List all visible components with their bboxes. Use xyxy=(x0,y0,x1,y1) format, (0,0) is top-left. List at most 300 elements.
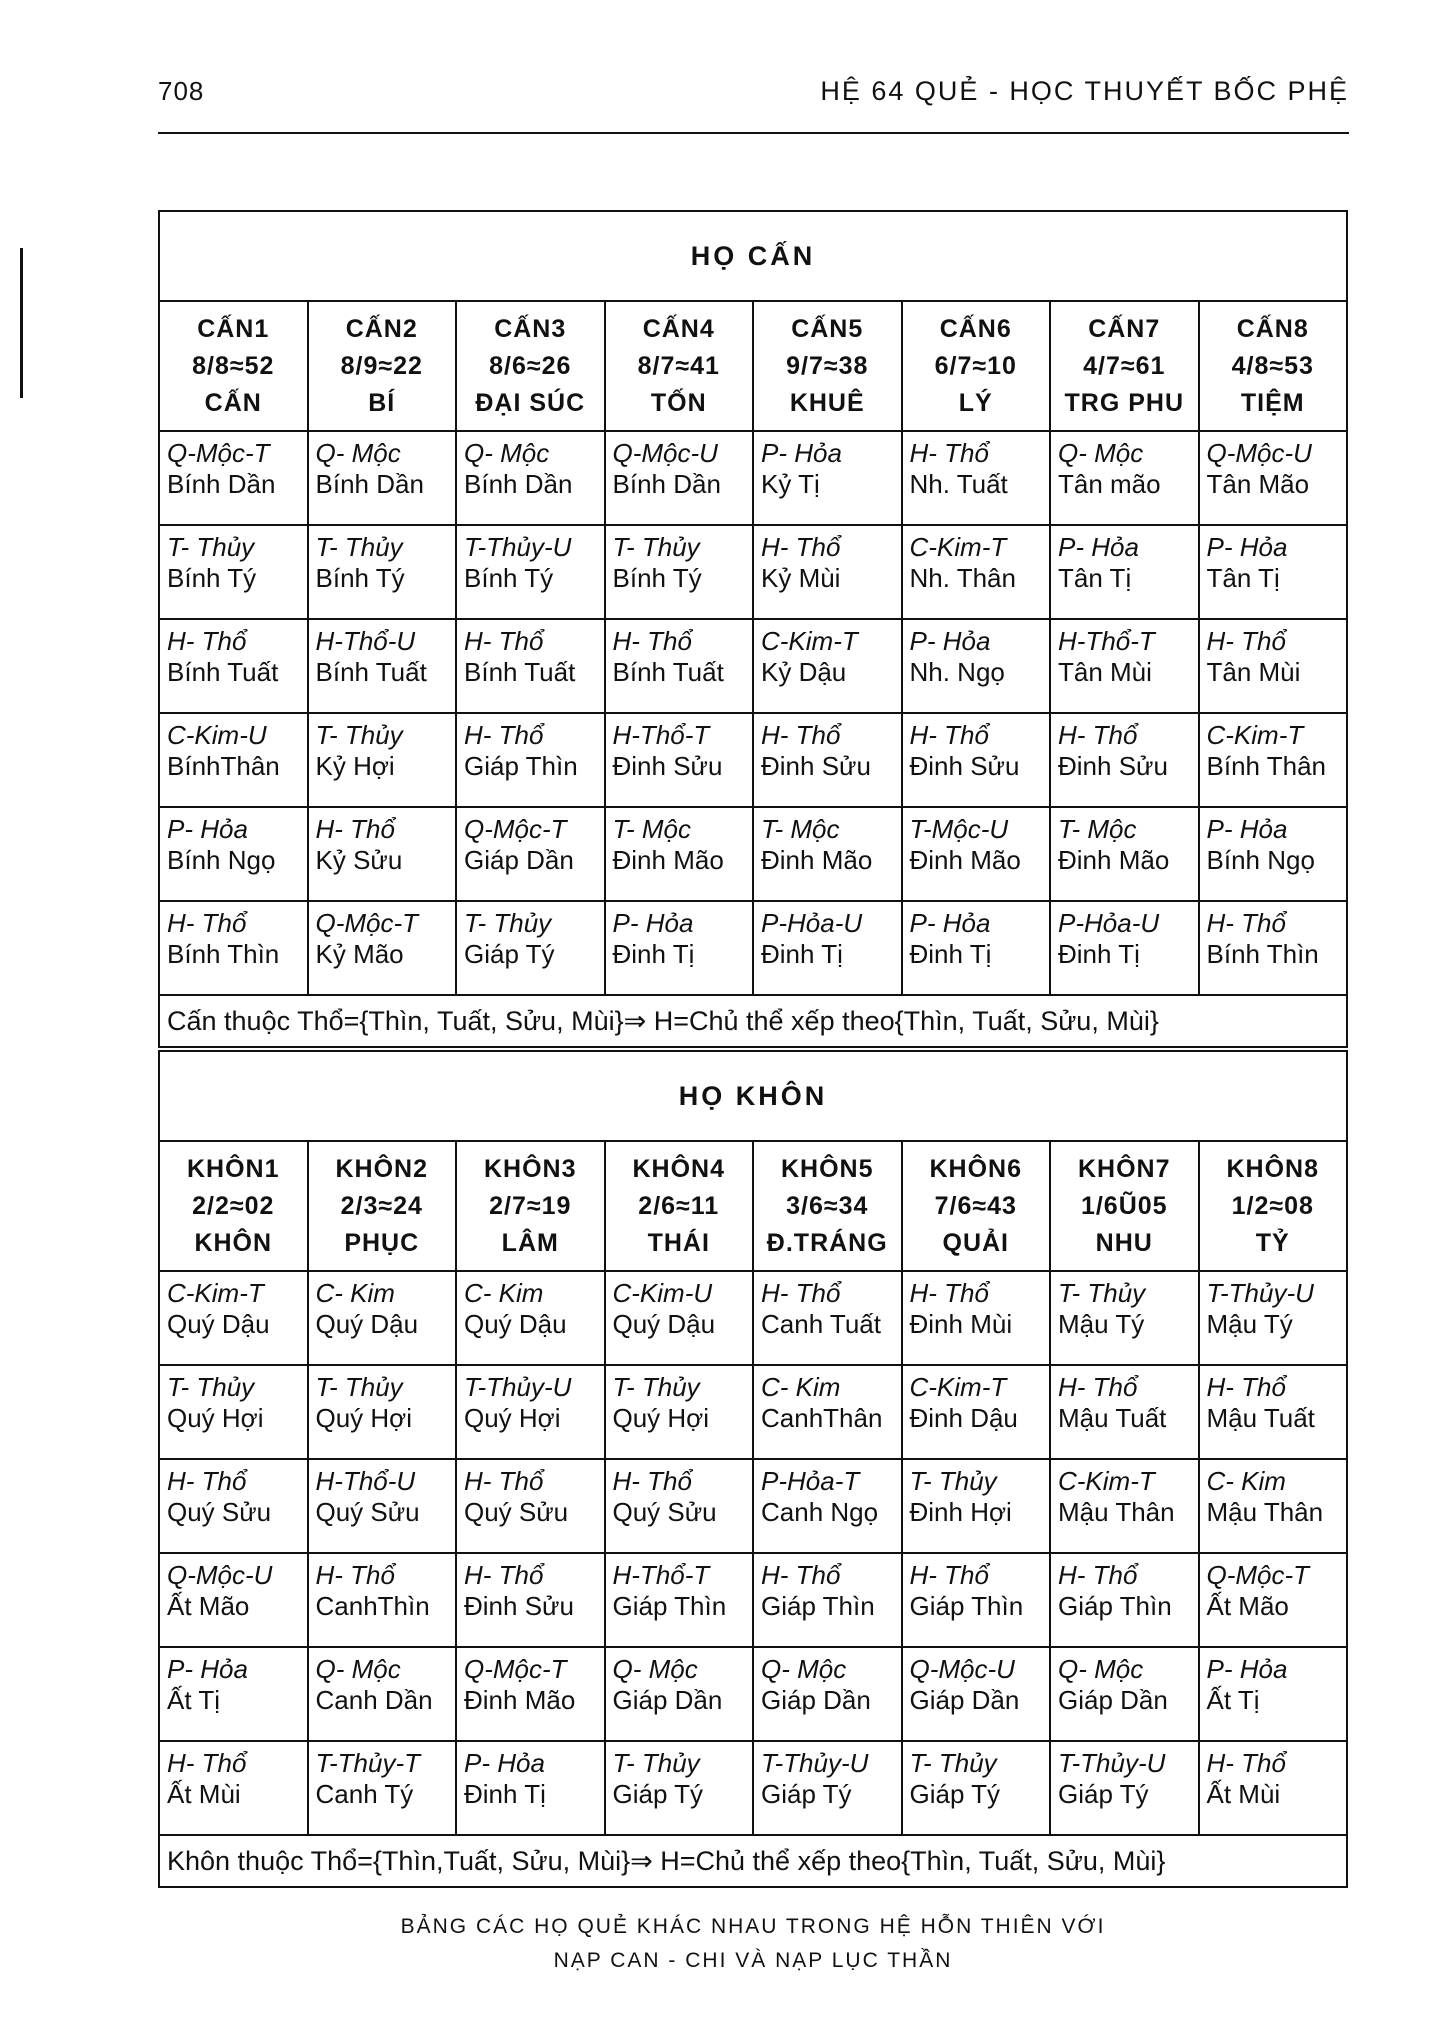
column-name: PHỤC xyxy=(344,1228,420,1257)
table-cell xyxy=(1050,1647,1199,1741)
table-cell xyxy=(605,901,754,995)
table-title-row xyxy=(159,1051,1347,1141)
table-cell xyxy=(1199,1459,1348,1553)
column-header-row xyxy=(159,1141,1347,1271)
column-name: LÂM xyxy=(501,1228,559,1257)
cell-can-chi: Giáp Dần xyxy=(909,1685,1020,1715)
table-cell xyxy=(159,713,308,807)
cell-element: C-Kim-T xyxy=(1058,1466,1155,1496)
cell-element: C-Kim-U xyxy=(167,720,267,750)
cell-element: C- Kim xyxy=(761,1372,841,1402)
column-name: TỶ xyxy=(1255,1228,1290,1257)
cell-element: Q-Mộc-T xyxy=(315,908,419,938)
cell-element: H- Thổ xyxy=(909,720,989,750)
cell-can-chi: Mậu Tuất xyxy=(1058,1403,1167,1433)
cell-element: H- Thổ xyxy=(167,908,247,938)
cell-can-chi: Đinh Mùi xyxy=(909,1309,1013,1339)
table-cell xyxy=(1199,901,1348,995)
table-cell xyxy=(456,525,605,619)
table-cell xyxy=(456,901,605,995)
cell-can-chi: Nh. Ngọ xyxy=(909,657,1005,687)
cell-can-chi: Nh. Tuất xyxy=(909,469,1008,499)
table-cell xyxy=(605,431,754,525)
cell-can-chi: Bính Tý xyxy=(464,563,554,593)
table-cell xyxy=(605,713,754,807)
cell-element: H- Thổ xyxy=(315,1560,395,1590)
cell-can-chi: Ất Mão xyxy=(167,1591,250,1621)
column-name: KHÔN xyxy=(194,1228,273,1257)
cell-can-chi: Nh. Thân xyxy=(909,563,1016,593)
caption-line-2: NẠP CAN - CHI VÀ NẠP LỤC THẦN xyxy=(553,1949,953,1972)
cell-element: Q-Mộc-T xyxy=(464,814,567,844)
cell-element: P- Hỏa xyxy=(1206,532,1288,562)
cell-element: H- Thổ xyxy=(1058,1372,1138,1402)
cell-element: P- Hỏa xyxy=(909,908,991,938)
table-cell xyxy=(159,807,308,901)
table-cell xyxy=(1199,1271,1348,1365)
table-cell xyxy=(1199,619,1348,713)
cell-element: H- Thổ xyxy=(1206,1748,1286,1778)
column-header xyxy=(1199,301,1348,431)
cell-can-chi: Kỷ Sửu xyxy=(315,845,403,875)
cell-element: H- Thổ xyxy=(1058,1560,1138,1590)
cell-can-chi: Bính Dần xyxy=(464,469,573,499)
cell-can-chi: Quý Hợi xyxy=(315,1403,413,1433)
cell-element: T- Thủy xyxy=(315,532,403,562)
cell-element: H- Thổ xyxy=(1206,626,1286,656)
column-ratio: 9/7≈38 xyxy=(786,351,869,380)
table-cell xyxy=(902,525,1051,619)
table-cell xyxy=(1199,1553,1348,1647)
column-ratio: 8/6≈26 xyxy=(489,351,572,380)
cell-element: H- Thổ xyxy=(464,626,544,656)
column-ratio: 1/6Ũ05 xyxy=(1080,1191,1168,1220)
table-cell xyxy=(605,1647,754,1741)
cell-element: H- Thổ xyxy=(1206,908,1286,938)
cell-can-chi: Quý Sửu xyxy=(464,1497,569,1527)
cell-element: T-Thủy-U xyxy=(464,1372,572,1402)
table-cell xyxy=(753,1741,902,1835)
cell-can-chi: Mậu Tý xyxy=(1058,1309,1145,1339)
cell-element: P- Hỏa xyxy=(1206,1654,1288,1684)
cell-can-chi: Đinh Tị xyxy=(909,939,992,969)
running-title: HỆ 64 QUẺ - HỌC THUYẾT BỐC PHỆ xyxy=(820,76,1349,106)
column-code: CẤN3 xyxy=(494,314,567,343)
column-name: KHUÊ xyxy=(789,388,865,417)
table-row xyxy=(159,713,1347,807)
table-cell xyxy=(605,619,754,713)
cell-can-chi: Tân Mùi xyxy=(1058,657,1152,687)
column-header xyxy=(753,301,902,431)
cell-can-chi: Ất Mão xyxy=(1206,1591,1289,1621)
cell-can-chi: Ất Tị xyxy=(167,1685,220,1715)
cell-element: H- Thổ xyxy=(1058,720,1138,750)
table-row xyxy=(159,1741,1347,1835)
table-row xyxy=(159,1647,1347,1741)
table-title-row xyxy=(159,211,1347,301)
cell-element: C- Kim xyxy=(464,1278,544,1308)
cell-can-chi: Bính Thìn xyxy=(1206,939,1319,969)
table-cell xyxy=(456,1365,605,1459)
cell-can-chi: Mậu Tý xyxy=(1206,1309,1293,1339)
table-row xyxy=(159,1553,1347,1647)
column-ratio: 1/2≈08 xyxy=(1231,1191,1314,1220)
cell-element: H- Thổ xyxy=(761,720,841,750)
table-cell xyxy=(753,1553,902,1647)
cell-can-chi: CanhThân xyxy=(761,1403,883,1433)
cell-can-chi: Giáp Dần xyxy=(612,1685,723,1715)
cell-can-chi: Giáp Dần xyxy=(1058,1685,1168,1715)
table-cell xyxy=(456,1271,605,1365)
cell-can-chi: Giáp Thìn xyxy=(1058,1591,1172,1621)
column-ratio: 8/7≈41 xyxy=(637,351,720,380)
table-cell xyxy=(308,525,457,619)
table-cell xyxy=(456,431,605,525)
cell-can-chi: Quý Hợi xyxy=(167,1403,264,1433)
cell-element: H- Thổ xyxy=(464,1560,544,1590)
cell-element: Q-Mộc-T xyxy=(464,1654,567,1684)
table-cell xyxy=(902,1553,1051,1647)
column-header xyxy=(902,1141,1051,1271)
cell-can-chi: Giáp Dần xyxy=(761,1685,871,1715)
table-cell xyxy=(308,1741,457,1835)
cell-can-chi: Đinh Sửu xyxy=(1058,751,1168,781)
cell-can-chi: Ất Mùi xyxy=(167,1779,241,1809)
cell-can-chi: Bính Tuất xyxy=(612,657,724,687)
cell-element: T- Mộc xyxy=(612,814,691,844)
cell-can-chi: Mậu Thân xyxy=(1058,1497,1175,1527)
table-cell xyxy=(1050,1741,1199,1835)
cell-can-chi: Quý Hợi xyxy=(464,1403,561,1433)
cell-can-chi: Mậu Thân xyxy=(1206,1497,1324,1527)
column-code: KHÔN5 xyxy=(780,1154,874,1183)
cell-can-chi: Quý Sửu xyxy=(167,1497,272,1527)
cell-element: T-Thủy-U xyxy=(464,532,572,562)
cell-element: T- Thủy xyxy=(909,1748,997,1778)
cell-can-chi: Quý Dậu xyxy=(315,1309,419,1339)
column-code: KHÔN3 xyxy=(483,1154,577,1183)
table-cell xyxy=(753,431,902,525)
cell-can-chi: Giáp Thìn xyxy=(612,1591,727,1621)
cell-can-chi: Quý Dậu xyxy=(612,1309,716,1339)
table-cell xyxy=(1050,901,1199,995)
column-name: THÁI xyxy=(647,1228,710,1257)
table-cell xyxy=(1199,1365,1348,1459)
cell-element: Q-Mộc-T xyxy=(1206,1560,1310,1590)
cell-element: H- Thổ xyxy=(464,1466,544,1496)
table-row xyxy=(159,525,1347,619)
column-ratio: 8/8≈52 xyxy=(192,351,275,380)
cell-can-chi: Mậu Tuất xyxy=(1206,1403,1315,1433)
table-cell xyxy=(605,525,754,619)
column-ratio: 7/6≈43 xyxy=(934,1191,1017,1220)
column-code: KHÔN1 xyxy=(186,1154,280,1183)
cell-element: T- Thủy xyxy=(464,908,552,938)
cell-can-chi: Quý Dậu xyxy=(464,1309,567,1339)
table-cell xyxy=(1199,807,1348,901)
cell-can-chi: Ất Tị xyxy=(1206,1685,1260,1715)
cell-element: Q- Mộc xyxy=(1058,438,1144,468)
cell-element: Q- Mộc xyxy=(464,438,550,468)
cell-element: H- Thổ xyxy=(761,532,841,562)
column-name: QUẢI xyxy=(942,1228,1009,1257)
table-row xyxy=(159,901,1347,995)
cell-element: H- Thổ xyxy=(464,720,544,750)
cell-can-chi: Bính Ngọ xyxy=(1206,845,1315,875)
table-row xyxy=(159,1459,1347,1553)
column-header xyxy=(1050,301,1199,431)
table-cell xyxy=(902,1365,1051,1459)
header-rule xyxy=(158,132,1349,134)
table-cell xyxy=(1199,1741,1348,1835)
table-cell xyxy=(753,807,902,901)
cell-can-chi: Canh Tuất xyxy=(761,1309,881,1339)
cell-can-chi: Bính Tý xyxy=(167,563,257,593)
table-cell xyxy=(1199,431,1348,525)
cell-element: T-Mộc-U xyxy=(909,814,1009,844)
cell-element: C-Kim-T xyxy=(167,1278,264,1308)
table-cell xyxy=(605,807,754,901)
table-title: HỌ CẤN xyxy=(159,211,1347,301)
column-code: CẤN8 xyxy=(1236,314,1309,343)
table-cell xyxy=(753,1271,902,1365)
table-cell xyxy=(308,1553,457,1647)
column-name: TỐN xyxy=(650,388,707,417)
column-header xyxy=(308,1141,457,1271)
table-cell xyxy=(902,619,1051,713)
khon-family-table xyxy=(158,1050,1348,1888)
table-cell xyxy=(1050,431,1199,525)
cell-can-chi: Đinh Tị xyxy=(761,939,843,969)
cell-element: P-Hỏa-T xyxy=(761,1466,860,1496)
table-cell xyxy=(308,807,457,901)
table-cell xyxy=(308,1271,457,1365)
cell-can-chi: Đinh Tị xyxy=(612,939,695,969)
cell-element: P- Hỏa xyxy=(909,626,991,656)
column-code: KHÔN7 xyxy=(1077,1154,1171,1183)
table-title: HỌ KHÔN xyxy=(159,1051,1347,1141)
column-ratio: 4/7≈61 xyxy=(1083,351,1166,380)
cell-element: C-Kim-T xyxy=(1206,720,1304,750)
cell-element: Q- Mộc xyxy=(761,1654,847,1684)
column-code: KHÔN6 xyxy=(929,1154,1022,1183)
cell-element: C-Kim-T xyxy=(909,532,1007,562)
column-code: CẤN1 xyxy=(197,314,270,343)
cell-element: T- Thủy xyxy=(612,1372,700,1402)
cell-can-chi: Bính Thìn xyxy=(167,939,280,969)
cell-element: H-Thổ-U xyxy=(315,1466,416,1496)
cell-can-chi: Bính Tuất xyxy=(464,657,576,687)
cell-element: C-Kim-U xyxy=(612,1278,713,1308)
cell-can-chi: Tân Tị xyxy=(1058,563,1132,593)
cell-can-chi: Giáp Tý xyxy=(464,939,555,969)
cell-element: H- Thổ xyxy=(315,814,395,844)
cell-element: Q- Mộc xyxy=(612,1654,698,1684)
cell-can-chi: Giáp Dần xyxy=(464,845,574,875)
column-name: BÍ xyxy=(368,388,396,417)
column-header xyxy=(456,1141,605,1271)
cell-can-chi: Quý Dậu xyxy=(167,1309,270,1339)
cell-element: Q-Mộc-U xyxy=(1206,438,1312,468)
table-row xyxy=(159,807,1347,901)
table-cell xyxy=(1050,525,1199,619)
table-cell xyxy=(605,1271,754,1365)
table-cell xyxy=(159,901,308,995)
column-name: TRG PHU xyxy=(1064,388,1184,417)
table-cell xyxy=(456,1553,605,1647)
table-cell xyxy=(753,525,902,619)
column-header-row xyxy=(159,301,1347,431)
cell-element: T- Thủy xyxy=(315,1372,403,1402)
cell-element: Q- Mộc xyxy=(315,438,401,468)
table-cell xyxy=(456,619,605,713)
table-row xyxy=(159,431,1347,525)
cell-can-chi: Quý Sửu xyxy=(612,1497,717,1527)
cell-can-chi: Bính Tuất xyxy=(315,657,427,687)
table-cell xyxy=(456,1459,605,1553)
cell-element: T- Thủy xyxy=(612,532,700,562)
cell-element: P- Hỏa xyxy=(1206,814,1288,844)
cell-can-chi: Bính Dần xyxy=(612,469,721,499)
cell-element: Q-Mộc-U xyxy=(167,1560,273,1590)
column-header xyxy=(753,1141,902,1271)
cell-element: H- Thổ xyxy=(761,1278,841,1308)
cell-element: P- Hỏa xyxy=(612,908,694,938)
column-header xyxy=(605,301,754,431)
cell-can-chi: Giáp Thìn xyxy=(761,1591,875,1621)
cell-element: H- Thổ xyxy=(1206,1372,1286,1402)
cell-can-chi: Đinh Tị xyxy=(464,1779,546,1809)
table-cell xyxy=(308,713,457,807)
table-row xyxy=(159,619,1347,713)
table-cell xyxy=(1199,1647,1348,1741)
cell-element: C- Kim xyxy=(315,1278,395,1308)
cell-element: T- Mộc xyxy=(1058,814,1137,844)
cell-element: C-Kim-T xyxy=(909,1372,1007,1402)
column-header xyxy=(1050,1141,1199,1271)
cell-element: T- Thủy xyxy=(1058,1278,1146,1308)
cell-can-chi: Đinh Mão xyxy=(612,845,724,875)
cell-can-chi: Đinh Tị xyxy=(1058,939,1140,969)
cell-can-chi: Giáp Tý xyxy=(761,1779,852,1809)
cell-element: H- Thổ xyxy=(909,1278,989,1308)
cell-element: T- Thủy xyxy=(612,1748,700,1778)
cell-element: Q- Mộc xyxy=(315,1654,401,1684)
table-cell xyxy=(902,1271,1051,1365)
cell-can-chi: Canh Dần xyxy=(315,1685,433,1715)
cell-element: T- Thủy xyxy=(167,532,255,562)
table-cell xyxy=(1050,713,1199,807)
cell-can-chi: Kỷ Mão xyxy=(315,939,404,969)
table-footer-row xyxy=(159,1835,1347,1887)
cell-can-chi: Tân mão xyxy=(1058,469,1161,499)
cell-element: H- Thổ xyxy=(167,1466,247,1496)
table-cell xyxy=(753,901,902,995)
table-cell xyxy=(308,619,457,713)
table-cell xyxy=(159,525,308,619)
cell-element: P- Hỏa xyxy=(1058,532,1139,562)
table-cell xyxy=(605,1741,754,1835)
cell-element: H- Thổ xyxy=(167,1748,247,1778)
table-cell xyxy=(308,1647,457,1741)
table-cell xyxy=(753,713,902,807)
column-name: Đ.TRÁNG xyxy=(766,1228,888,1257)
table-cell xyxy=(902,1647,1051,1741)
cell-can-chi: Giáp Tý xyxy=(612,1779,704,1809)
table-cell xyxy=(902,713,1051,807)
column-header xyxy=(456,301,605,431)
cell-element: T- Thủy xyxy=(909,1466,997,1496)
cell-element: P-Hỏa-U xyxy=(761,908,863,938)
table-cell xyxy=(456,713,605,807)
column-ratio: 2/7≈19 xyxy=(489,1191,572,1220)
table-cell xyxy=(753,1459,902,1553)
table-cell xyxy=(753,619,902,713)
caption-line-1: BẢNG CÁC HỌ QUẺ KHÁC NHAU TRONG HỆ HỖN THIÊN VỚI xyxy=(400,1915,1106,1938)
cell-element: H- Thổ xyxy=(909,1560,989,1590)
cell-element: T-Thủy-U xyxy=(761,1748,869,1778)
cell-element: Q-Mộc-U xyxy=(612,438,718,468)
table-cell xyxy=(605,1365,754,1459)
cell-can-chi: BínhThân xyxy=(167,751,280,781)
cell-element: T-Thủy-U xyxy=(1206,1278,1314,1308)
cell-can-chi: Canh Tý xyxy=(315,1779,414,1809)
cell-can-chi: Giáp Thìn xyxy=(464,751,578,781)
cell-can-chi: Tân Mùi xyxy=(1206,657,1301,687)
column-header xyxy=(308,301,457,431)
cell-can-chi: Đinh Mão xyxy=(761,845,873,875)
page-number: 708 xyxy=(158,76,205,106)
table-cell xyxy=(159,619,308,713)
table-cell xyxy=(1050,1553,1199,1647)
column-code: KHÔN8 xyxy=(1226,1154,1319,1183)
column-ratio: 2/2≈02 xyxy=(192,1191,275,1220)
column-name: CẤN xyxy=(204,388,262,417)
column-name: NHU xyxy=(1095,1228,1153,1257)
table-cell xyxy=(1050,807,1199,901)
column-name: LÝ xyxy=(958,388,993,417)
cell-can-chi: Tân Mão xyxy=(1206,469,1310,499)
cell-can-chi: Bính Dần xyxy=(167,469,276,499)
cell-can-chi: Bính Dần xyxy=(315,469,424,499)
cell-element: H-Thổ-T xyxy=(1058,626,1155,656)
cell-element: H-Thổ-T xyxy=(612,720,710,750)
table-cell xyxy=(902,807,1051,901)
table-row xyxy=(159,1365,1347,1459)
cell-can-chi: Đinh Sửu xyxy=(612,751,723,781)
cell-can-chi: Giáp Tý xyxy=(1058,1779,1149,1809)
table-cell xyxy=(605,1553,754,1647)
table-cell xyxy=(1050,1365,1199,1459)
table-footer-note: Khôn thuộc Thổ={Thìn,Tuất, Sửu, Mùi}⇒ H=Chủ thể xếp theo{Thìn, Tuất, Sửu, Mùi} xyxy=(159,1835,1347,1887)
cell-element: Q- Mộc xyxy=(1058,1654,1144,1684)
column-code: KHÔN2 xyxy=(335,1154,428,1183)
column-name: ĐẠI SÚC xyxy=(475,388,586,417)
cell-element: H- Thổ xyxy=(167,626,247,656)
cell-element: T- Mộc xyxy=(761,814,840,844)
table-cell xyxy=(1050,1271,1199,1365)
cell-can-chi: Canh Ngọ xyxy=(761,1497,879,1527)
table-cell xyxy=(1199,713,1348,807)
table-cell xyxy=(456,1647,605,1741)
cell-element: H-Thổ-U xyxy=(315,626,416,656)
cell-can-chi: CanhThìn xyxy=(315,1591,430,1621)
column-code: CẤN4 xyxy=(642,314,715,343)
column-header xyxy=(605,1141,754,1271)
cell-element: Q-Mộc-T xyxy=(167,438,270,468)
can-family-table xyxy=(158,210,1348,1048)
column-ratio: 2/6≈11 xyxy=(638,1191,720,1220)
